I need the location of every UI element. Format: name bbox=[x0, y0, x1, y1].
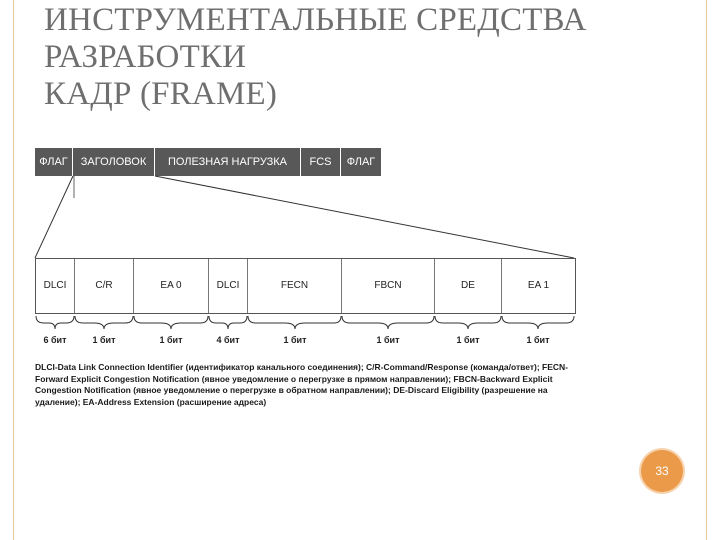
bracket-2 bbox=[75, 316, 133, 329]
field-size-label-4: 4 бит bbox=[216, 335, 240, 345]
title-line-3: КАДР (FRAME) bbox=[44, 76, 278, 112]
header-field-ea0: EA 0 bbox=[134, 259, 209, 313]
bracket-4 bbox=[209, 316, 247, 329]
bracket-7 bbox=[435, 316, 501, 329]
page-number-badge: 33 bbox=[641, 450, 683, 492]
bracket-6 bbox=[342, 316, 434, 329]
bracket-1 bbox=[36, 316, 74, 329]
field-size-label-1: 6 бит bbox=[43, 335, 67, 345]
bracket-3 bbox=[134, 316, 208, 329]
field-size-label-8: 1 бит bbox=[526, 335, 550, 345]
field-size-label-7: 1 бит bbox=[456, 335, 480, 345]
title-line-2: РАЗРАБОТКИ bbox=[44, 39, 247, 75]
field-size-label-2: 1 бит bbox=[92, 335, 116, 345]
bracket-8 bbox=[502, 316, 574, 329]
header-field-de: DE bbox=[435, 259, 502, 313]
field-size-label-6: 1 бит bbox=[376, 335, 400, 345]
size-brackets bbox=[36, 316, 574, 329]
header-fields-row bbox=[35, 258, 576, 314]
header-field-dlci-2: DLCI bbox=[209, 259, 248, 313]
field-size-label-5: 1 бит bbox=[283, 335, 307, 345]
frame-field-flag-start: ФЛАГ bbox=[35, 148, 73, 176]
header-field-cr: C/R bbox=[75, 259, 134, 313]
field-legend: DLCI-Data Link Connection Identifier (идентификатор канального соединения); C/R-Command/Response (команда/ответ); FECN-Forward Explicit Congestion Notification (явное уведомление о перегрузке в прямом направлении); FBCN-Backward Explicit Congestion Notification (явное уведомление о перегрузке в обратном направлении); DE-Discard Eligibility (разрешение на удаление); EA-Address Extension (расширение адреса) bbox=[35, 362, 569, 407]
header-field-fecn: FECN bbox=[248, 259, 342, 313]
field-size-label-3: 1 бит bbox=[159, 335, 183, 345]
bracket-5 bbox=[248, 316, 341, 329]
header-field-fbcn: FBCN bbox=[342, 259, 435, 313]
header-field-dlci-1: DLCI bbox=[36, 259, 75, 313]
expand-line-right bbox=[155, 176, 574, 258]
expand-line-left bbox=[35, 176, 73, 258]
header-field-ea1: EA 1 bbox=[527, 280, 550, 291]
frame-field-payload: ПОЛЕЗНАЯ НАГРУЗКА bbox=[155, 148, 301, 176]
frame-field-header: ЗАГОЛОВОК bbox=[73, 148, 155, 176]
frame-field-flag-end: ФЛАГ bbox=[346, 156, 376, 168]
frame-field-fcs: FCS bbox=[301, 148, 341, 176]
title-line-1: ИНСТРУМЕНТАЛЬНЫЕ СРЕДСТВА bbox=[44, 2, 587, 38]
